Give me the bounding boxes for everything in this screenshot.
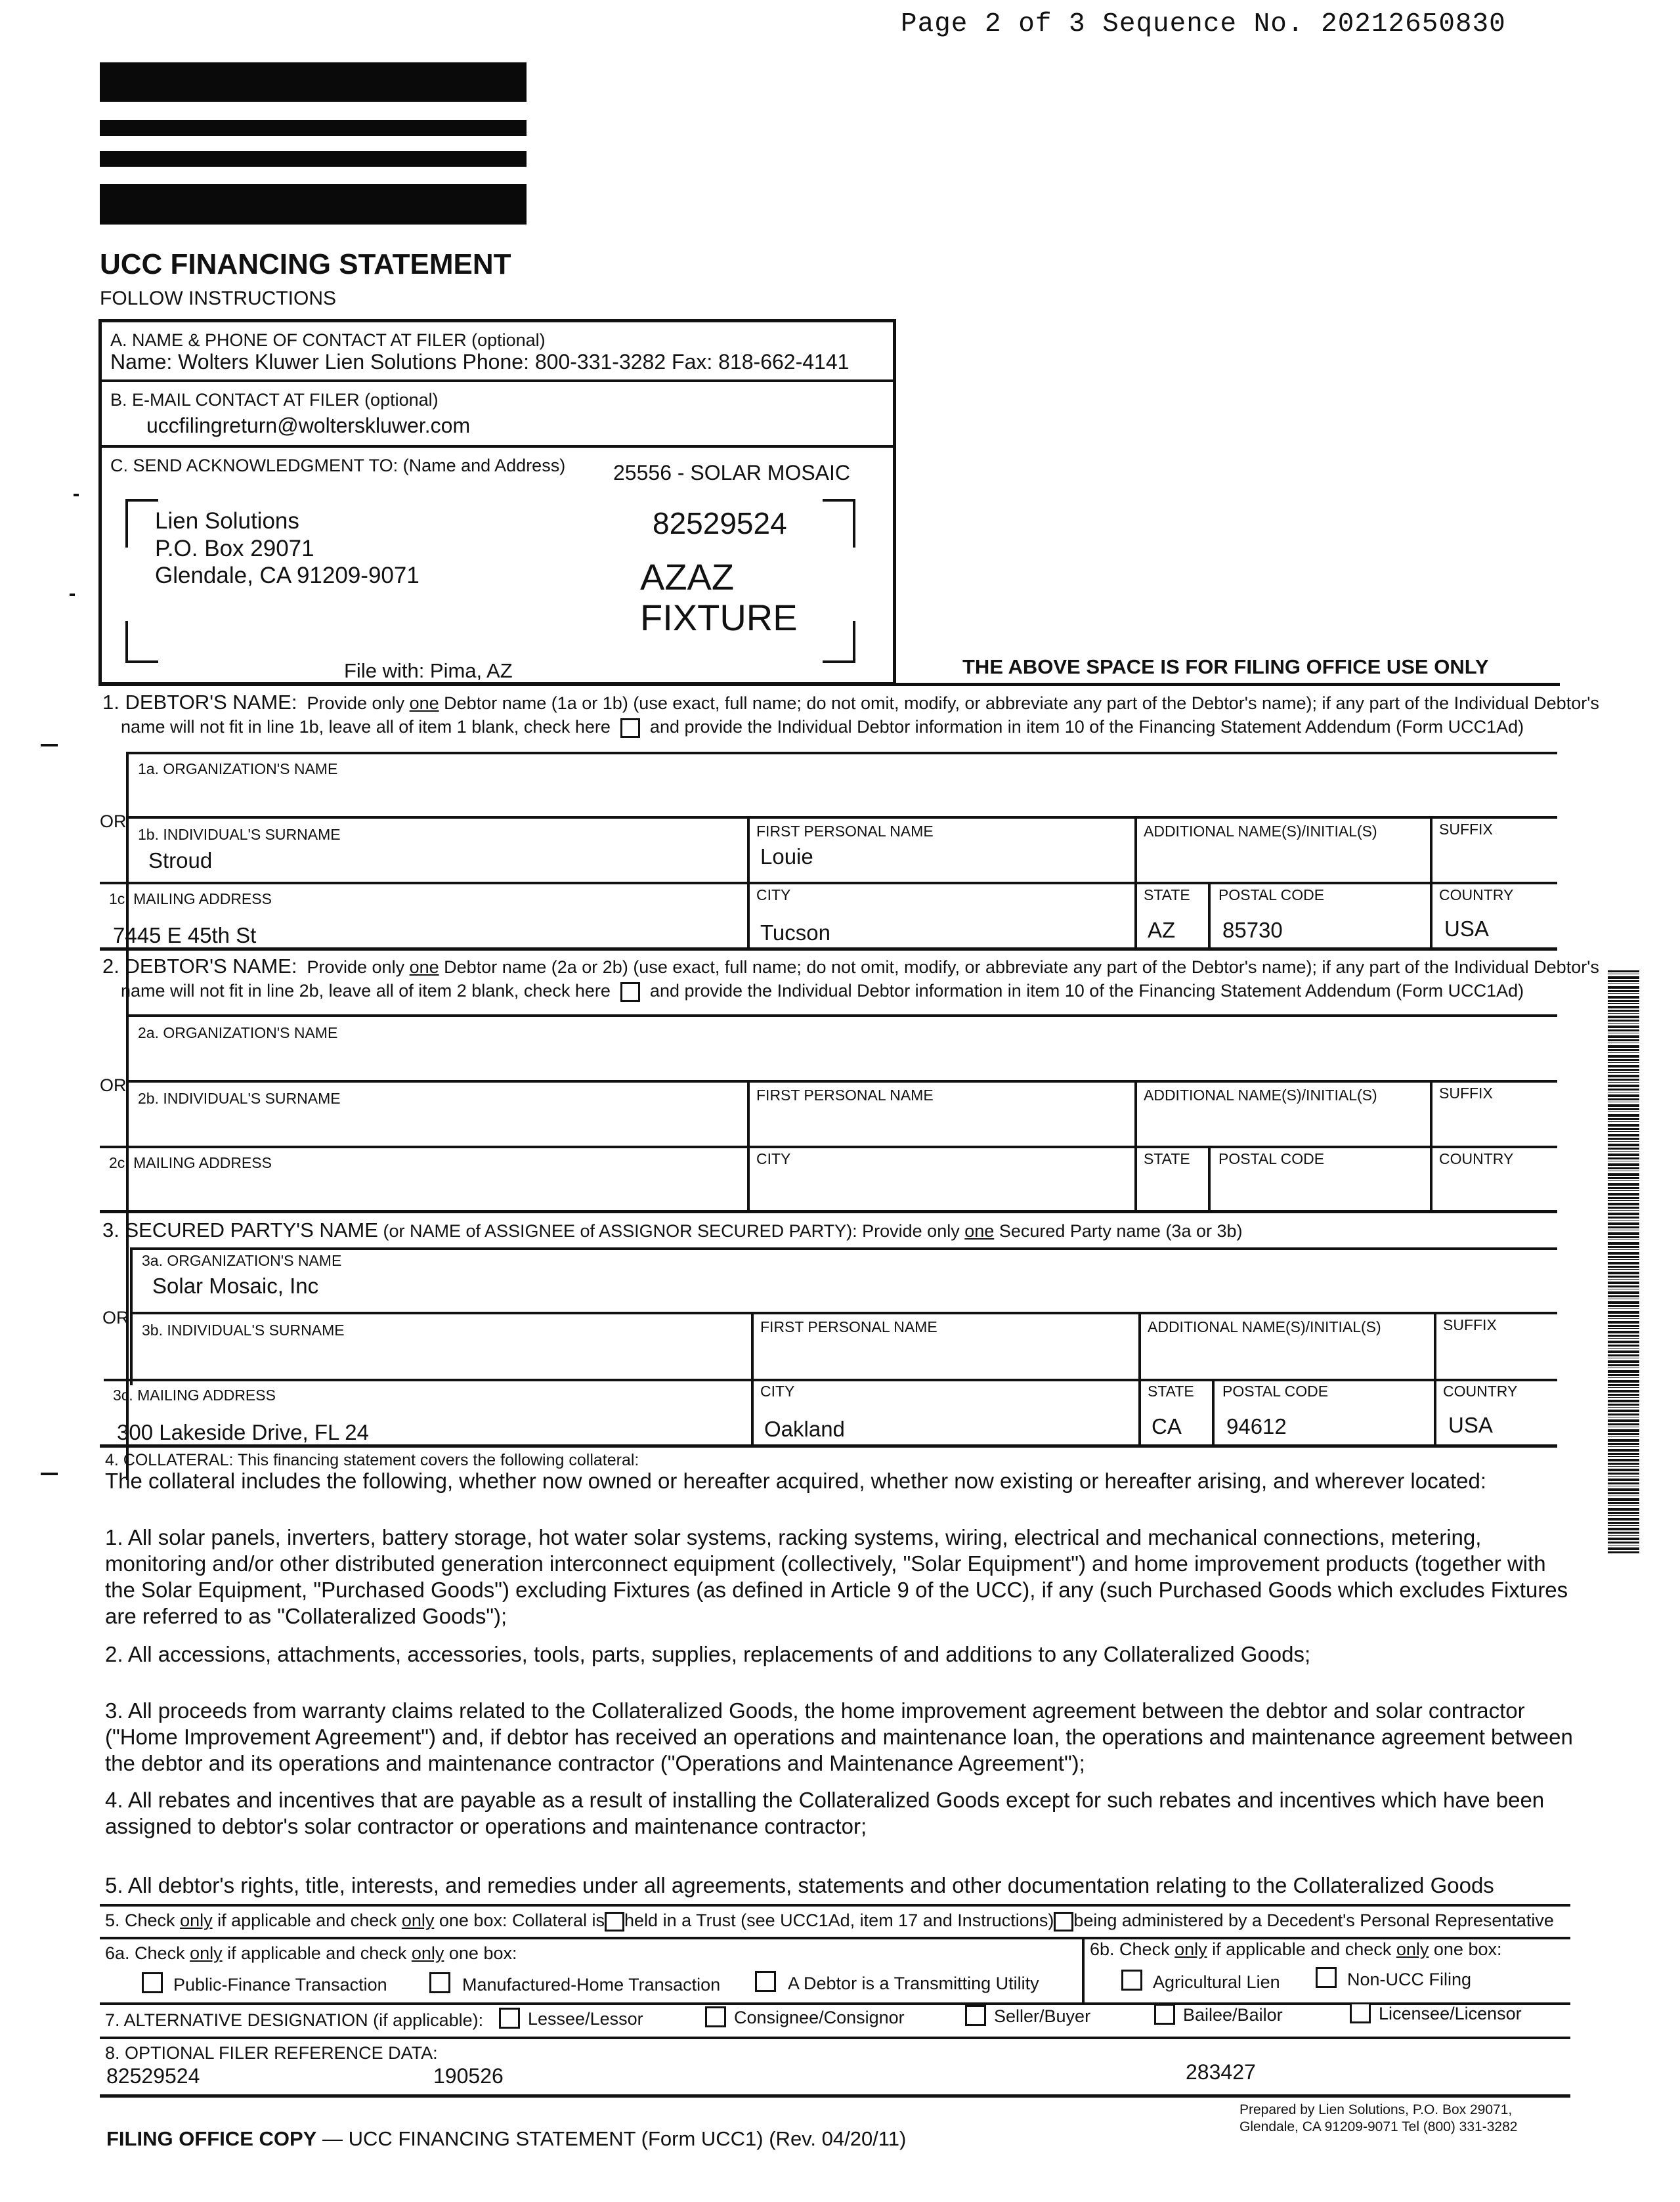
- secured-org-value: Solar Mosaic, Inc: [152, 1274, 319, 1298]
- collateral-intro: The collateral includes the following, whether now owned or hereafter acquired, whether now existing or hereafter arising, and wherever located:: [105, 1469, 1487, 1493]
- debtor2-addl-label: ADDITIONAL NAME(S)/INITIAL(S): [1144, 1087, 1377, 1104]
- debtor1-mail-value: 7445 E 45th St: [113, 923, 257, 947]
- divider: [100, 882, 1557, 884]
- manufactured-home-checkbox[interactable]: [429, 1972, 450, 1993]
- debtor1-surname-label: 1b. INDIVIDUAL'S SURNAME: [138, 826, 341, 843]
- divider: [1212, 1379, 1215, 1447]
- divider: [104, 1379, 1557, 1381]
- debtor2-postal-label: POSTAL CODE: [1218, 1150, 1325, 1167]
- margin-mark: [41, 1473, 58, 1475]
- file-with: File with: Pima, AZ: [344, 659, 513, 682]
- debtor2-mail-label: 2c. MAILING ADDRESS: [109, 1154, 272, 1171]
- debtor2-or: OR: [100, 1075, 127, 1095]
- debtor2-state-label: STATE: [1144, 1150, 1190, 1167]
- collateral-item: 1. All solar panels, inverters, battery storage, hot water solar systems, racking systems, wiring, electrical and mechanical connections, metering, monitoring and/or other distributed generation interconnect equipment (collectively, "Solar Equipment") and home improvement products (together with the Solar Equipment, "Purchased Goods") excluding Fixtures (as defined in Article 9 of the UCC), if any (such Purchased Goods which excludes Fixtures are referred to as "Collateralized Goods");: [105, 1525, 1568, 1628]
- debtor2-first-label: FIRST PERSONAL NAME: [756, 1087, 934, 1104]
- secured-postal-label: POSTAL CODE: [1222, 1383, 1329, 1400]
- seller-buyer-checkbox[interactable]: [965, 2005, 986, 2026]
- divider: [130, 1247, 133, 1385]
- corner-bracket: [125, 499, 158, 548]
- item7-label: 7. ALTERNATIVE DESIGNATION (if applicable):: [105, 2010, 484, 2030]
- divider: [100, 2037, 1570, 2039]
- barcode: [1608, 970, 1639, 1553]
- non-ucc-filing-checkbox[interactable]: [1316, 1967, 1337, 1988]
- debtor2-instructions-line2: name will not fit in line 2b, leave all of item 2 blank, check here and provide the Individual Debtor information in item 10 of the Financing Statement Addendum (Form UCC1Ad): [121, 981, 1524, 1001]
- secured-country-label: COUNTRY: [1443, 1383, 1518, 1400]
- divider: [130, 1247, 1557, 1250]
- divider: [100, 445, 895, 448]
- redaction-bar-3: [100, 151, 527, 167]
- margin-mark: [70, 594, 75, 596]
- debtor1-mail-label: 1c. MAILING ADDRESS: [109, 890, 272, 907]
- debtor2-instructions-line1: 2. DEBTOR'S NAME: Provide only one Debtor name (2a or 2b) (use exact, full name; do not omit, modify, or abbreviate any part of the Debtor's name); if any part of the Individual Debtor's: [102, 955, 1599, 978]
- debtor1-country-label: COUNTRY: [1439, 886, 1514, 903]
- consignee-consignor-checkbox[interactable]: [705, 2006, 726, 2027]
- licensee-licensor-label: Licensee/Licensor: [1379, 2004, 1522, 2023]
- ack-address-line: P.O. Box 29071: [155, 536, 314, 561]
- debtor1-surname-value: Stroud: [148, 848, 213, 873]
- secured-country-value: USA: [1448, 1413, 1493, 1437]
- divider: [100, 1904, 1570, 1907]
- debtor1-individual-checkbox[interactable]: [620, 718, 640, 738]
- divider: [100, 2094, 1570, 2098]
- divider: [126, 816, 1557, 819]
- divider: [100, 947, 1557, 951]
- debtor1-instructions-line1: 1. DEBTOR'S NAME: Provide only one Debtor name (1a or 1b) (use exact, full name; do not omit, modify, or abbreviate any part of the Debtor's name); if any part of the Individual Debtor's: [102, 691, 1599, 714]
- seller-buyer-label: Seller/Buyer: [994, 2006, 1091, 2026]
- secured-addl-label: ADDITIONAL NAME(S)/INITIAL(S): [1148, 1318, 1381, 1335]
- redaction-bar-1: [100, 62, 527, 102]
- form-title: UCC FINANCING STATEMENT: [100, 248, 511, 280]
- secured-first-label: FIRST PERSONAL NAME: [760, 1318, 937, 1335]
- secured-state-value: CA: [1152, 1414, 1182, 1438]
- footer-prepared-by: Prepared by Lien Solutions, P.O. Box 29071,: [1239, 2102, 1513, 2117]
- collateral-item: 4. All rebates and incentives that are payable as a result of installing the Collateralized Goods except for such rebates and incentives which have been assigned to debtor's solar contractor or operations and maintenance contractor;: [105, 1788, 1545, 1838]
- item6b-line: 6b. Check only if applicable and check only one box:: [1090, 1939, 1502, 1959]
- agricultural-lien-checkbox[interactable]: [1121, 1970, 1142, 1991]
- secured-or: OR: [102, 1308, 129, 1328]
- debtor1-state-value: AZ: [1148, 918, 1176, 942]
- reference-value: 283427: [1186, 2060, 1256, 2084]
- corner-bracket: [823, 499, 855, 548]
- divider: [100, 1146, 1557, 1148]
- debtor2-country-label: COUNTRY: [1439, 1150, 1514, 1167]
- lessee-lessor-label: Lessee/Lessor: [528, 2009, 643, 2029]
- debtor1-first-value: Louie: [760, 844, 813, 869]
- debtor2-org-label: 2a. ORGANIZATION'S NAME: [138, 1024, 338, 1041]
- reference-value: 190526: [433, 2064, 504, 2088]
- debtor1-or: OR: [100, 811, 127, 831]
- ack-number: 82529524: [653, 506, 787, 540]
- divider: [100, 379, 895, 382]
- margin-mark: [41, 744, 58, 746]
- bailee-bailor-checkbox[interactable]: [1154, 2004, 1175, 2025]
- divider: [126, 752, 1557, 754]
- public-finance-label: Public-Finance Transaction: [173, 1975, 387, 1995]
- divider: [1208, 882, 1211, 950]
- divider: [1208, 1146, 1211, 1213]
- collateral-item: 3. All proceeds from warranty claims related to the Collateralized Goods, the home improvement agreement between the debtor and solar contractor ("Home Improvement Agreement") and, if debtor has received an operations and maintenance loan, the operations and maintenance agreement between the debtor and its operations and maintenance contractor ("Operations and Maintenance Agreement");: [105, 1698, 1573, 1775]
- divider: [126, 1080, 1557, 1083]
- decedent-checkbox[interactable]: [1054, 1912, 1073, 1932]
- debtor1-addl-label: ADDITIONAL NAME(S)/INITIAL(S): [1144, 823, 1377, 840]
- section-a-label: A. NAME & PHONE OF CONTACT AT FILER (optional): [110, 330, 546, 350]
- section-a-value: Name: Wolters Kluwer Lien Solutions Phone: 800-331-3282 Fax: 818-662-4141: [110, 350, 850, 374]
- public-finance-checkbox[interactable]: [142, 1972, 163, 1993]
- ack-address-line: Glendale, CA 91209-9071: [155, 563, 420, 588]
- item5-line: 5. Check only if applicable and check only one box: Collateral is held in a Trust (see UCC1Ad, item 17 and Instructions) being administered by a Decedent's Personal Representative: [105, 1911, 1554, 1930]
- divider: [98, 683, 1560, 686]
- licensee-licensor-checkbox[interactable]: [1350, 2002, 1371, 2023]
- secured-surname-label: 3b. INDIVIDUAL'S SURNAME: [142, 1322, 345, 1339]
- transmitting-utility-checkbox[interactable]: [755, 1971, 776, 1992]
- divider: [126, 1014, 1557, 1017]
- section-c-label: C. SEND ACKNOWLEDGMENT TO: (Name and Address): [110, 456, 566, 475]
- secured-city-value: Oakland: [764, 1417, 845, 1441]
- secured-mail-value: 300 Lakeside Drive, FL 24: [117, 1420, 369, 1444]
- debtor1-country-value: USA: [1444, 917, 1489, 941]
- section-c-ref: 25556 - SOLAR MOSAIC: [613, 461, 851, 485]
- item8-label: 8. OPTIONAL FILER REFERENCE DATA:: [105, 2043, 438, 2063]
- consignee-consignor-label: Consignee/Consignor: [734, 2008, 905, 2027]
- secured-state-label: STATE: [1148, 1383, 1194, 1400]
- ack-code: FIXTURE: [640, 597, 798, 638]
- lessee-lessor-checkbox[interactable]: [499, 2008, 520, 2029]
- reference-value: 82529524: [106, 2064, 200, 2088]
- divider: [100, 1210, 1557, 1213]
- divider: [100, 1444, 1557, 1448]
- secured-heading: 3. SECURED PARTY'S NAME (or NAME of ASSIGNEE of ASSIGNOR SECURED PARTY): Provide only one Secured Party name (3a or 3b): [102, 1219, 1243, 1241]
- secured-mail-label: 3c. MAILING ADDRESS: [113, 1387, 276, 1404]
- secured-suffix-label: SUFFIX: [1443, 1316, 1497, 1333]
- non-ucc-filing-label: Non-UCC Filing: [1347, 1970, 1472, 1989]
- debtor1-state-label: STATE: [1144, 886, 1190, 903]
- section-b-value: uccfilingreturn@wolterskluwer.com: [146, 414, 471, 437]
- secured-city-label: CITY: [760, 1383, 795, 1400]
- debtor2-suffix-label: SUFFIX: [1439, 1085, 1493, 1102]
- trust-checkbox[interactable]: [605, 1912, 624, 1932]
- section-b-label: B. E-MAIL CONTACT AT FILER (optional): [110, 390, 439, 410]
- debtor1-suffix-label: SUFFIX: [1439, 821, 1493, 838]
- debtor1-postal-value: 85730: [1222, 918, 1283, 942]
- item6a-line: 6a. Check only if applicable and check only one box:: [105, 1943, 517, 1963]
- debtor2-surname-label: 2b. INDIVIDUAL'S SURNAME: [138, 1090, 341, 1107]
- margin-mark: [74, 494, 79, 496]
- ack-code: AZAZ: [640, 556, 735, 597]
- divider: [1082, 1937, 1085, 2005]
- divider: [130, 1312, 1557, 1314]
- corner-bracket: [823, 621, 855, 663]
- agricultural-lien-label: Agricultural Lien: [1153, 1972, 1280, 1992]
- bailee-bailor-label: Bailee/Bailor: [1183, 2005, 1283, 2025]
- debtor1-first-label: FIRST PERSONAL NAME: [756, 823, 934, 840]
- corner-bracket: [125, 621, 158, 663]
- collateral-heading: 4. COLLATERAL: This financing statement covers the following collateral:: [105, 1451, 639, 1469]
- debtor1-postal-label: POSTAL CODE: [1218, 886, 1325, 903]
- debtor1-instructions-line2: name will not fit in line 1b, leave all of item 1 blank, check here and provide the Individual Debtor information in item 10 of the Financing Statement Addendum (Form UCC1Ad): [121, 717, 1524, 737]
- secured-postal-value: 94612: [1226, 1414, 1287, 1438]
- debtor2-city-label: CITY: [756, 1150, 791, 1167]
- form-subtitle: FOLLOW INSTRUCTIONS: [100, 288, 337, 309]
- collateral-item: 5. All debtor's rights, title, interests, and remedies under all agreements, statements and other documentation relating to the Collateralized Goods: [105, 1873, 1494, 1897]
- filing-office-note: THE ABOVE SPACE IS FOR FILING OFFICE USE ONLY: [962, 655, 1489, 678]
- secured-org-label: 3a. ORGANIZATION'S NAME: [142, 1252, 342, 1269]
- debtor1-city-value: Tucson: [760, 920, 830, 945]
- divider: [126, 752, 129, 1480]
- redaction-bar-4: [100, 184, 527, 225]
- manufactured-home-label: Manufactured-Home Transaction: [462, 1975, 721, 1995]
- collateral-item: 2. All accessions, attachments, accessories, tools, parts, supplies, replacements of and additions to any Collateralized Goods;: [105, 1642, 1311, 1666]
- footer-prepared-by: Glendale, CA 91209-9071 Tel (800) 331-3282: [1239, 2119, 1518, 2134]
- debtor1-org-label: 1a. ORGANIZATION'S NAME: [138, 760, 338, 777]
- ack-address-line: Lien Solutions: [155, 508, 299, 534]
- footer-form-id: FILING OFFICE COPY — UCC FINANCING STATEMENT (Form UCC1) (Rev. 04/20/11): [106, 2127, 907, 2150]
- page-sequence-header: Page 2 of 3 Sequence No. 20212650830: [901, 9, 1506, 39]
- transmitting-utility-label: A Debtor is a Transmitting Utility: [788, 1974, 1039, 1993]
- redaction-bar-2: [100, 120, 527, 136]
- debtor1-city-label: CITY: [756, 886, 791, 903]
- debtor2-individual-checkbox[interactable]: [620, 982, 640, 1002]
